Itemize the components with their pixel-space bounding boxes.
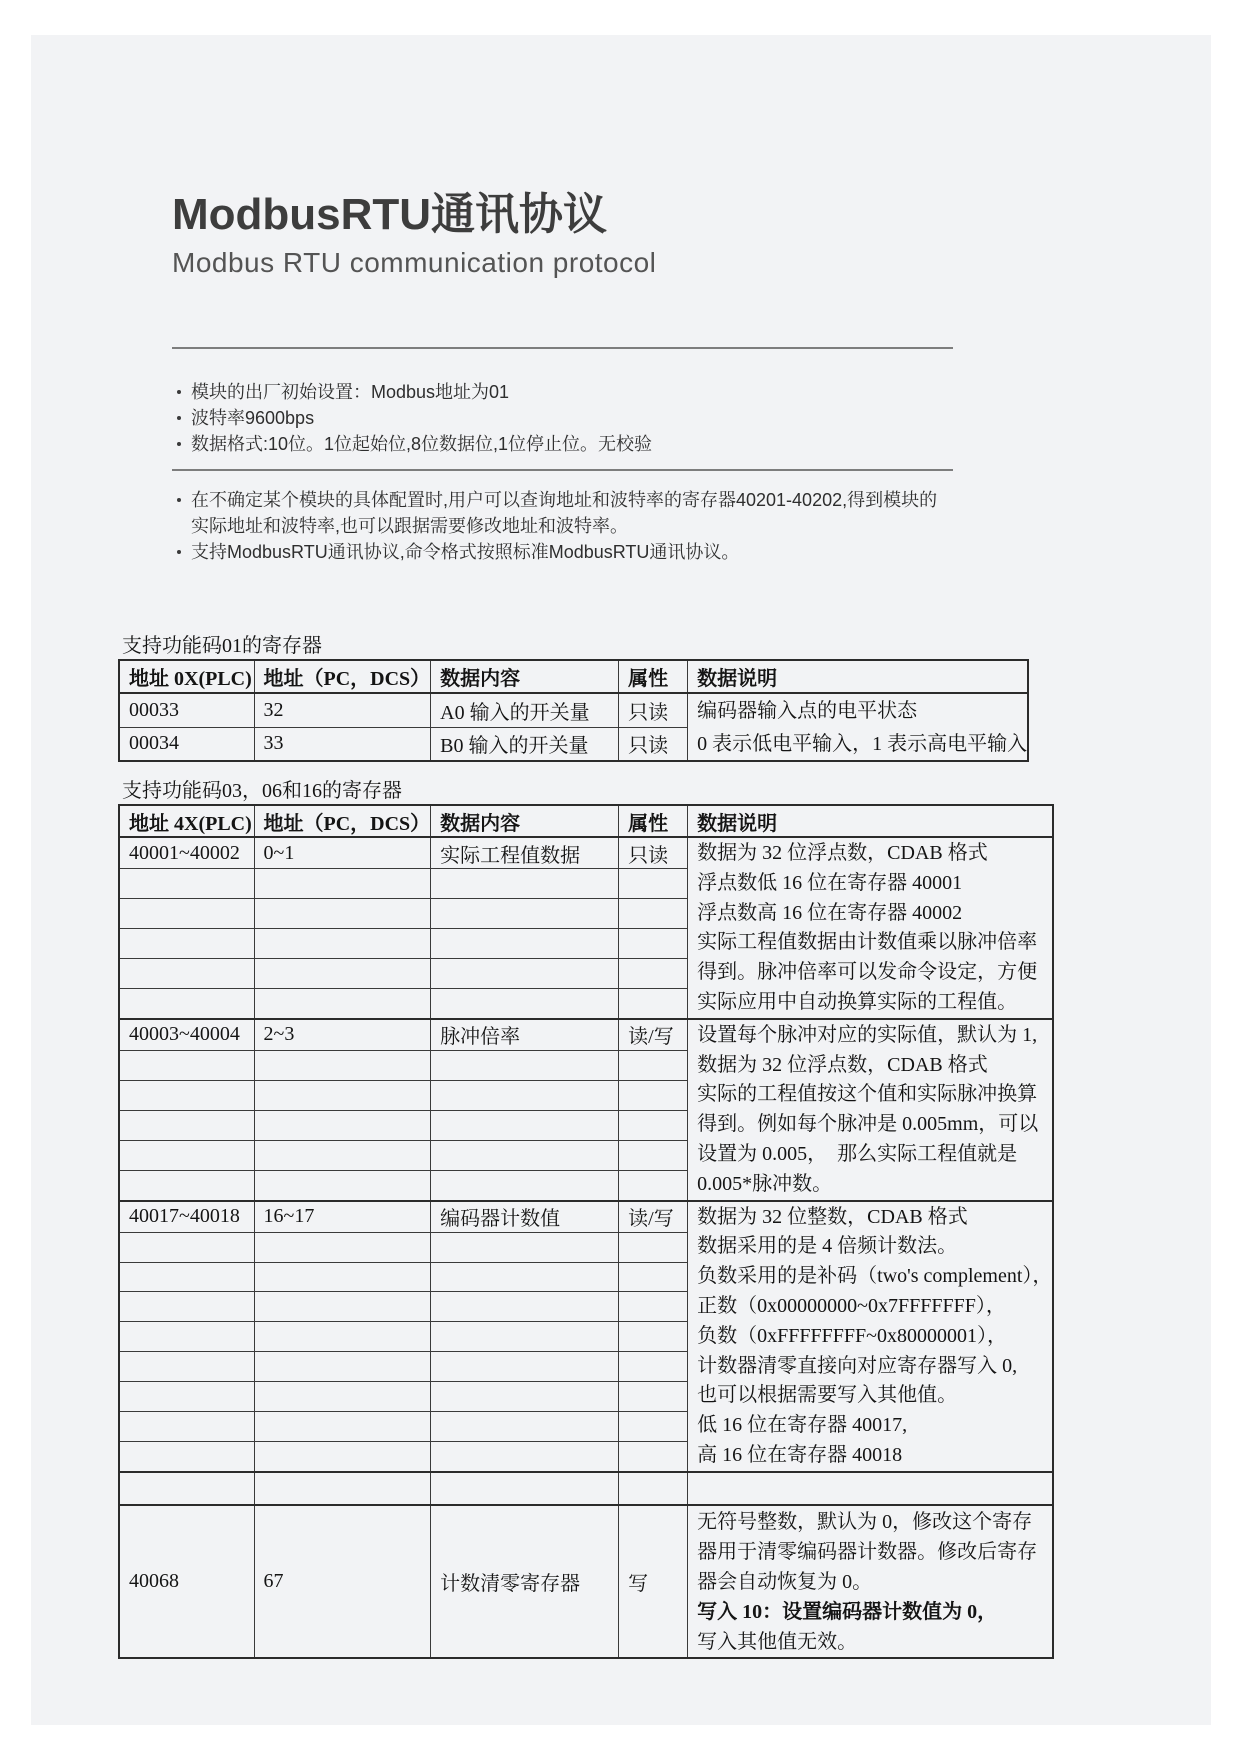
bullet-text: 在不确定某个模块的具体配置时,用户可以查询地址和波特率的寄存器40201-40202,得到模块的实际地址和波特率,也可以跟据需要修改地址和波特率。 [191, 490, 938, 536]
desc-line: 无符号整数，默认为 0，修改这个寄存 [697, 1510, 1033, 1533]
table-cell [119, 1472, 254, 1505]
desc-line: 也可以根据需要写入其他值。 [697, 1384, 958, 1407]
table-cell: 只读 [619, 837, 688, 869]
section-caption-fc03-06-16: 支持功能码03，06和16的寄存器 [122, 780, 402, 802]
table-cell [431, 899, 619, 929]
table-cell: 只读 [619, 693, 688, 727]
table-cell: 32 [254, 693, 431, 727]
register-table-fc01 [118, 659, 1029, 762]
header-row [119, 660, 1028, 693]
table-cell [431, 929, 619, 959]
table-cell [119, 989, 254, 1019]
desc-line: 数据为 32 位整数，CDAB 格式 [697, 1205, 968, 1228]
table-cell [619, 1352, 688, 1382]
table-cell [254, 1232, 431, 1262]
bullet-text: 波特率9600bps [191, 408, 315, 428]
desc-line: 写入其他值无效。 [697, 1630, 858, 1653]
table-cell [119, 869, 254, 899]
table-cell [254, 929, 431, 959]
table-cell [254, 1442, 431, 1472]
table-cell [431, 1472, 619, 1505]
table-cell [254, 1292, 431, 1322]
page-title: ModbusRTU通讯协议 [172, 190, 608, 239]
table-cell [431, 1382, 619, 1412]
table-cell [254, 1382, 431, 1412]
desc-line: 设置为 0.005， 那么实际工程值就是 [697, 1142, 1018, 1165]
table-cell: 写 [619, 1505, 688, 1658]
table-row [119, 1019, 1053, 1051]
table-cell: 0~1 [254, 837, 431, 869]
table-cell [431, 1262, 619, 1292]
desc-line: 数据为 32 位浮点数，CDAB 格式 [697, 1053, 988, 1076]
bullet-text: 支持ModbusRTU通讯协议,命令格式按照标准ModbusRTU通讯协议。 [191, 542, 740, 562]
table-cell [431, 1110, 619, 1140]
bullet-dot-icon [177, 390, 181, 394]
table-cell [619, 1292, 688, 1322]
desc-line: 实际工程值数据由计数值乘以脉冲倍率 [697, 931, 1038, 954]
document-page [31, 35, 1211, 1725]
table-cell: 16~17 [254, 1201, 431, 1233]
desc-line: 0.005*脉冲数。 [697, 1172, 833, 1195]
table-cell [254, 899, 431, 929]
table-cell: 40017~40018 [119, 1201, 254, 1233]
divider-rule-middle [172, 469, 953, 471]
table-cell [431, 1292, 619, 1322]
column-header: 数据内容 [431, 660, 619, 693]
desc-line: 负数采用的是补码（two's complement）， [697, 1265, 1053, 1288]
table-cell [431, 989, 619, 1019]
table-cell [254, 869, 431, 899]
table-cell [431, 1442, 619, 1472]
column-header: 属性 [619, 660, 688, 693]
table-cell: 40003~40004 [119, 1019, 254, 1051]
table-cell [431, 1080, 619, 1110]
table-cell: 67 [254, 1505, 431, 1658]
column-header: 数据说明 [688, 805, 1054, 837]
table-cell: 40068 [119, 1505, 254, 1658]
description-cell [688, 1201, 1054, 1472]
table-cell [119, 1322, 254, 1352]
divider-rule-top [172, 347, 953, 349]
table-cell [619, 1110, 688, 1140]
table-cell: 40001~40002 [119, 837, 254, 869]
desc-line: 0 表示低电平输入，1 表示高电平输入 [697, 732, 1028, 755]
table-cell [119, 1412, 254, 1442]
table-cell [619, 929, 688, 959]
table-cell [119, 899, 254, 929]
table-cell [119, 1262, 254, 1292]
desc-line: 浮点数高 16 位在寄存器 40002 [697, 901, 963, 924]
desc-line: 浮点数低 16 位在寄存器 40001 [697, 871, 963, 894]
bullet-dot-icon [177, 498, 181, 502]
desc-line: 器会自动恢复为 0。 [697, 1570, 873, 1593]
table-cell [619, 1050, 688, 1080]
table-cell [254, 1472, 431, 1505]
table-cell [431, 869, 619, 899]
table-cell [119, 1232, 254, 1262]
bullet-dot-icon [177, 416, 181, 420]
table-cell [119, 1382, 254, 1412]
desc-line: 低 16 位在寄存器 40017, [697, 1414, 908, 1437]
description-cell [688, 1505, 1054, 1658]
desc-line: 得到。脉冲倍率可以发命令设定，方便 [697, 961, 1038, 984]
desc-line: 编码器输入点的电平状态 [697, 700, 918, 722]
desc-line: 器用于清零编码器计数器。修改后寄存 [697, 1540, 1038, 1563]
table-row [119, 1201, 1053, 1233]
page-subtitle: Modbus RTU communication protocol [172, 247, 657, 278]
column-header: 属性 [619, 805, 688, 837]
table-cell [619, 989, 688, 1019]
desc-line: 负数（0xFFFFFFFF~0x80000001）， [697, 1324, 1007, 1347]
table-row [119, 693, 1028, 727]
column-header: 地址（PC，DCS） [254, 805, 431, 837]
column-header: 数据说明 [688, 660, 1029, 693]
table-cell [619, 1412, 688, 1442]
table-cell [619, 1442, 688, 1472]
desc-line: 实际的工程值按这个值和实际脉冲换算 [697, 1083, 1038, 1106]
table-cell [619, 899, 688, 929]
bullet-dot-icon [177, 550, 181, 554]
table-head [119, 805, 1053, 837]
table-cell [431, 1140, 619, 1170]
table-cell: B0 输入的开关量 [431, 727, 619, 761]
table-cell [119, 929, 254, 959]
bullet-list-settings [177, 379, 652, 457]
table-cell: 00033 [119, 693, 254, 727]
table-cell [431, 959, 619, 989]
register-table-fc03-06-16 [118, 804, 1054, 1659]
bullet-item [177, 539, 947, 565]
column-header: 地址 0X(PLC) [119, 660, 254, 693]
bullet-list-notes [177, 487, 947, 565]
description-cell [688, 1019, 1054, 1201]
desc-line: 得到。例如每个脉冲是 0.005mm，可以 [697, 1113, 1039, 1136]
table-cell [619, 1170, 688, 1200]
table-cell [619, 1262, 688, 1292]
table-cell: 脉冲倍率 [431, 1019, 619, 1051]
section-caption-fc01: 支持功能码01的寄存器 [122, 635, 322, 657]
description-cell [688, 693, 1029, 761]
column-header: 地址 4X(PLC) [119, 805, 254, 837]
table-cell [254, 1170, 431, 1200]
table-cell [431, 1322, 619, 1352]
table-cell [619, 1140, 688, 1170]
desc-line: 数据采用的是 4 倍频计数法。 [697, 1235, 958, 1258]
table-cell [254, 1352, 431, 1382]
table-cell: 2~3 [254, 1019, 431, 1051]
bullet-item [177, 431, 652, 457]
desc-line: 计数器清零直接向对应寄存器写入 0, [697, 1354, 1018, 1377]
table-cell [119, 959, 254, 989]
table-cell [431, 1170, 619, 1200]
bullet-dot-icon [177, 442, 181, 446]
table-cell [619, 1382, 688, 1412]
table-cell [254, 1322, 431, 1352]
table-cell: A0 输入的开关量 [431, 693, 619, 727]
table-cell: 编码器计数值 [431, 1201, 619, 1233]
table-cell [431, 1050, 619, 1080]
table-cell [431, 1412, 619, 1442]
table-cell [619, 1322, 688, 1352]
separator-row [119, 1472, 1053, 1505]
table-cell: 实际工程值数据 [431, 837, 619, 869]
table-cell [119, 1170, 254, 1200]
table-cell: 读/写 [619, 1201, 688, 1233]
table-cell [619, 1232, 688, 1262]
desc-line: 数据为 32 位浮点数，CDAB 格式 [697, 842, 988, 864]
table-cell [619, 1472, 688, 1505]
desc-line: 设置每个脉冲对应的实际值，默认为 1, [697, 1023, 1038, 1046]
table-cell [254, 1262, 431, 1292]
table-cell [254, 1140, 431, 1170]
table-cell [254, 1412, 431, 1442]
table-cell [119, 1292, 254, 1322]
table-row [119, 1505, 1053, 1658]
table-head [119, 660, 1028, 693]
table-cell [119, 1352, 254, 1382]
bullet-item [177, 405, 652, 431]
table-cell [254, 1110, 431, 1140]
bullet-text: 模块的出厂初始设置：Modbus地址为01 [191, 382, 510, 402]
desc-line: 高 16 位在寄存器 40018 [697, 1443, 903, 1466]
table-body [119, 693, 1028, 761]
table-cell [431, 1232, 619, 1262]
table-cell [119, 1140, 254, 1170]
desc-line: 写入 10：设置编码器计数值为 0， [697, 1600, 998, 1623]
table-row [119, 837, 1053, 869]
description-cell [688, 837, 1054, 1019]
table-cell: 00034 [119, 727, 254, 761]
header-row [119, 805, 1053, 837]
table-cell [619, 1080, 688, 1110]
bullet-item [177, 379, 652, 405]
table-cell [254, 1080, 431, 1110]
column-header: 地址（PC，DCS） [254, 660, 431, 693]
bullet-item [177, 487, 947, 539]
table-cell [619, 869, 688, 899]
bullet-text: 数据格式:10位。1位起始位,8位数据位,1位停止位。无校验 [191, 434, 653, 454]
table-cell [254, 1050, 431, 1080]
desc-line: 实际应用中自动换算实际的工程值。 [697, 990, 1018, 1013]
table-cell: 读/写 [619, 1019, 688, 1051]
table-cell [688, 1472, 1054, 1505]
table-cell: 33 [254, 727, 431, 761]
table-cell [119, 1050, 254, 1080]
table-cell [119, 1110, 254, 1140]
table-cell: 只读 [619, 727, 688, 761]
desc-line: 正数（0x00000000~0x7FFFFFFF）， [697, 1294, 1006, 1317]
column-header: 数据内容 [431, 805, 619, 837]
table-cell [431, 1352, 619, 1382]
table-cell [119, 1442, 254, 1472]
table-cell [119, 1080, 254, 1110]
table-cell [254, 959, 431, 989]
table-cell: 计数清零寄存器 [431, 1505, 619, 1658]
table-body [119, 837, 1053, 1658]
table-cell [619, 959, 688, 989]
table-cell [254, 989, 431, 1019]
